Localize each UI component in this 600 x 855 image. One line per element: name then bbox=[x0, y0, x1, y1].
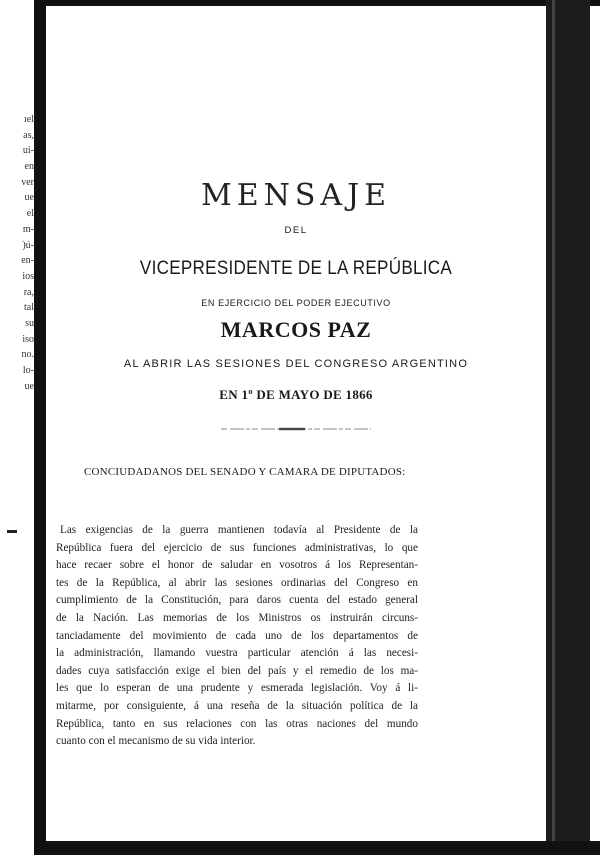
scan-left-shadow bbox=[34, 0, 46, 855]
bleed-fragment: iso bbox=[22, 333, 34, 345]
body-line: hace recaer sobre el honor de saludar en vosotros á los Representan- bbox=[56, 559, 418, 572]
previous-page-bleed bbox=[6, 112, 34, 394]
body-line: de la Nación. Las memorias de los Ministros os instruirán circuns- bbox=[56, 611, 418, 624]
body-line: tanciadamente del movimiento de cada uno de los departamentos de bbox=[56, 629, 418, 642]
bleed-fragment: ue bbox=[24, 192, 34, 204]
heading-occasion: AL ABRIR LAS SESIONES DEL CONGRESO ARGENTINO bbox=[123, 358, 469, 370]
body-line: dades cuya satisfacción exige el bien del país y el remedio de los ma- bbox=[56, 664, 418, 677]
body-line: República, tanto en sus relaciones con las otras naciones del mundo bbox=[56, 717, 418, 730]
bleed-fragment: as, bbox=[23, 129, 34, 141]
bleed-fragment: m- bbox=[22, 223, 34, 235]
bleed-fragment: en- bbox=[21, 255, 34, 267]
ornament-divider bbox=[221, 427, 371, 431]
bleed-fragment: ra, bbox=[23, 286, 34, 298]
document-title: MENSAJE bbox=[200, 178, 391, 213]
bleed-fragment: no. bbox=[21, 349, 34, 361]
body-line: tes de la República, al abrir las sesiones ordinarias del Congreso en bbox=[56, 576, 418, 589]
bleed-fragment: en bbox=[24, 161, 34, 173]
heading-del: DEL bbox=[284, 225, 308, 236]
scan-bottom-shadow bbox=[34, 841, 600, 855]
bleed-fragment: lo- bbox=[22, 365, 34, 376]
bleed-fragment: tal bbox=[24, 302, 34, 314]
bleed-fragment: )ú- bbox=[22, 239, 34, 251]
scan-right-page-edge-line bbox=[552, 0, 555, 855]
heading-date: EN 1º DE MAYO DE 1866 bbox=[219, 387, 373, 402]
bleed-fragment: ıel bbox=[24, 114, 34, 125]
body-line: la administración, llamando vuestra particular atención á las necesi- bbox=[56, 647, 418, 660]
bleed-fragment: ios bbox=[22, 270, 34, 282]
margin-mark: ▬ bbox=[7, 525, 17, 536]
body-line: les que lo esperan de una prudente y esmerada legislación. Voy á li- bbox=[56, 682, 418, 695]
bleed-fragment: ui- bbox=[22, 145, 34, 157]
heading-office: VICEPRESIDENTE DE LA REPÚBLICA bbox=[139, 258, 453, 279]
body-line: cumplimiento de la Constitución, para daros cuenta del estado general bbox=[56, 594, 418, 607]
body-line: mitarme, por consiguiente, á una reseña de la situación política de la bbox=[56, 699, 418, 712]
bleed-fragment: el bbox=[26, 208, 34, 220]
body-paragraph bbox=[56, 522, 418, 751]
body-line: cuanto con el mecanismo de su vida interior. bbox=[56, 735, 256, 748]
heading-role: EN EJERCICIO DEL PODER EJECUTIVO bbox=[201, 298, 391, 308]
bleed-fragment: ue bbox=[24, 380, 34, 392]
salutation: CONCIUDADANOS DEL SENADO Y CAMARA DE DIPUTADOS: bbox=[84, 466, 406, 478]
bleed-fragment: ver bbox=[21, 176, 34, 188]
bleed-fragment: su bbox=[25, 317, 34, 329]
heading-name: MARCOS PAZ bbox=[220, 317, 372, 342]
body-line: Las exigencias de la guerra mantienen todavía al Presidente de la bbox=[60, 524, 418, 536]
document-page bbox=[46, 6, 546, 841]
body-line: República fuera del ejercicio de sus funciones administrativas, lo que bbox=[56, 541, 418, 554]
